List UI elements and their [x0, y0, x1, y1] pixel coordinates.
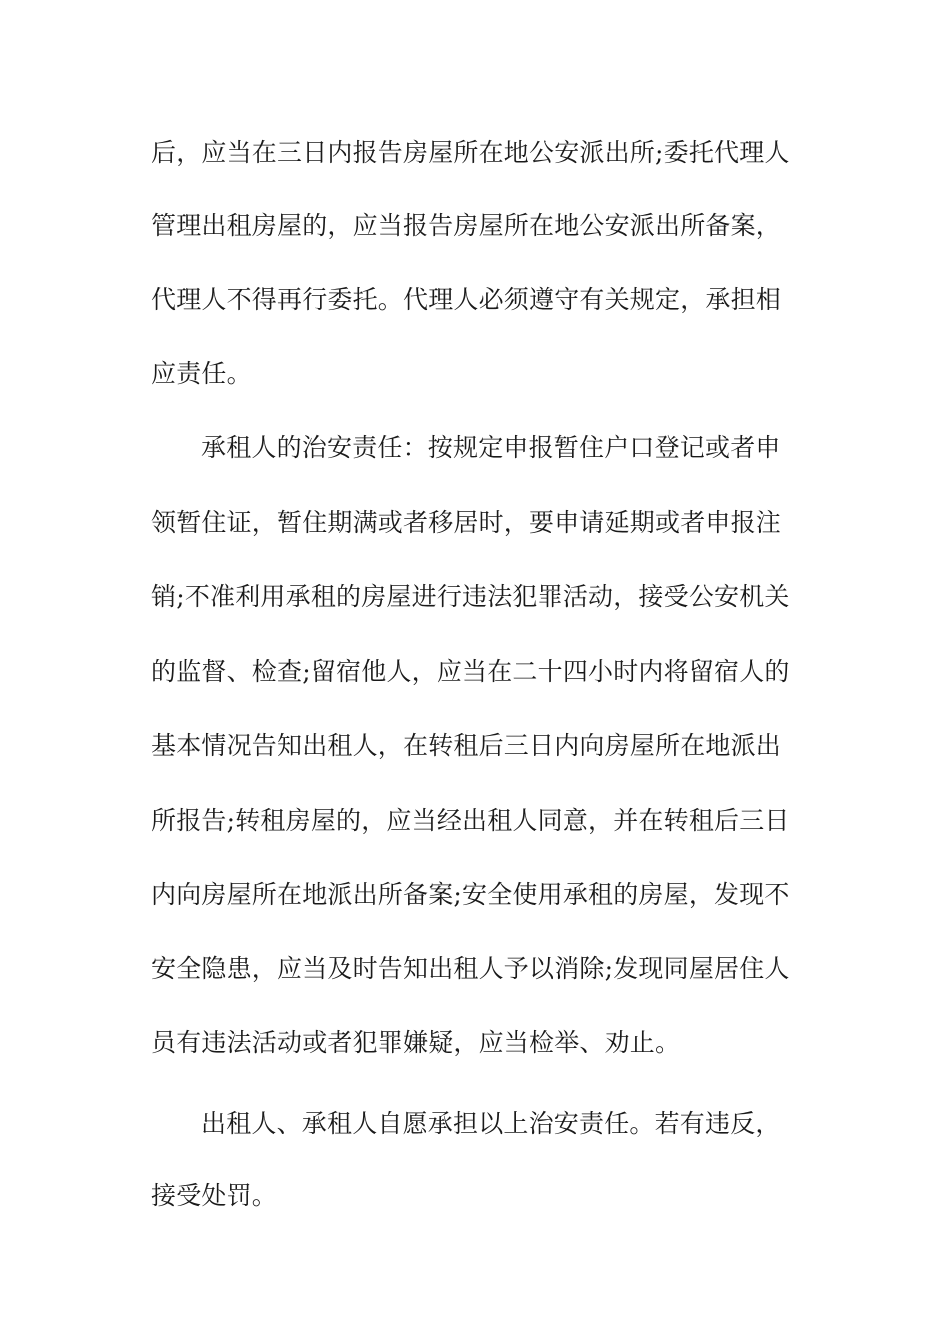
text-line: 所报告;转租房屋的，应当经出租人同意，并在转租后三日 [151, 806, 790, 835]
text-line: 接受处罚。 [151, 1181, 278, 1210]
text-line: 销;不准利用承租的房屋进行违法犯罪活动，接受公安机关 [151, 582, 790, 611]
text-line: 员有违法活动或者犯罪嫌疑，应当检举、劝止。 [151, 1028, 681, 1057]
text-line: 安全隐患，应当及时告知出租人予以消除;发现同屋居住人 [151, 954, 790, 983]
text-line: 应责任。 [151, 359, 252, 388]
text-line: 基本情况告知出租人，在转租后三日内向房屋所在地派出 [151, 731, 782, 760]
text-line: 内向房屋所在地派出所备案;安全使用承租的房屋，发现不 [151, 880, 790, 909]
text-line: 的监督、检查;留宿他人，应当在二十四小时内将留宿人的 [151, 657, 790, 686]
text-line: 后，应当在三日内报告房屋所在地公安派出所;委托代理人 [151, 138, 790, 167]
text-line: 代理人不得再行委托。代理人必须遵守有关规定，承担相 [151, 285, 782, 314]
paragraph-first-line: 承租人的治安责任：按规定申报暂住户口登记或者申 [201, 433, 781, 462]
text-line: 管理出租房屋的，应当报告房屋所在地公安派出所备案， [151, 211, 782, 240]
paragraph-first-line: 出租人、承租人自愿承担以上治安责任。若有违反， [201, 1109, 781, 1138]
text-line: 领暂住证，暂住期满或者移居时，要申请延期或者申报注 [151, 508, 782, 537]
